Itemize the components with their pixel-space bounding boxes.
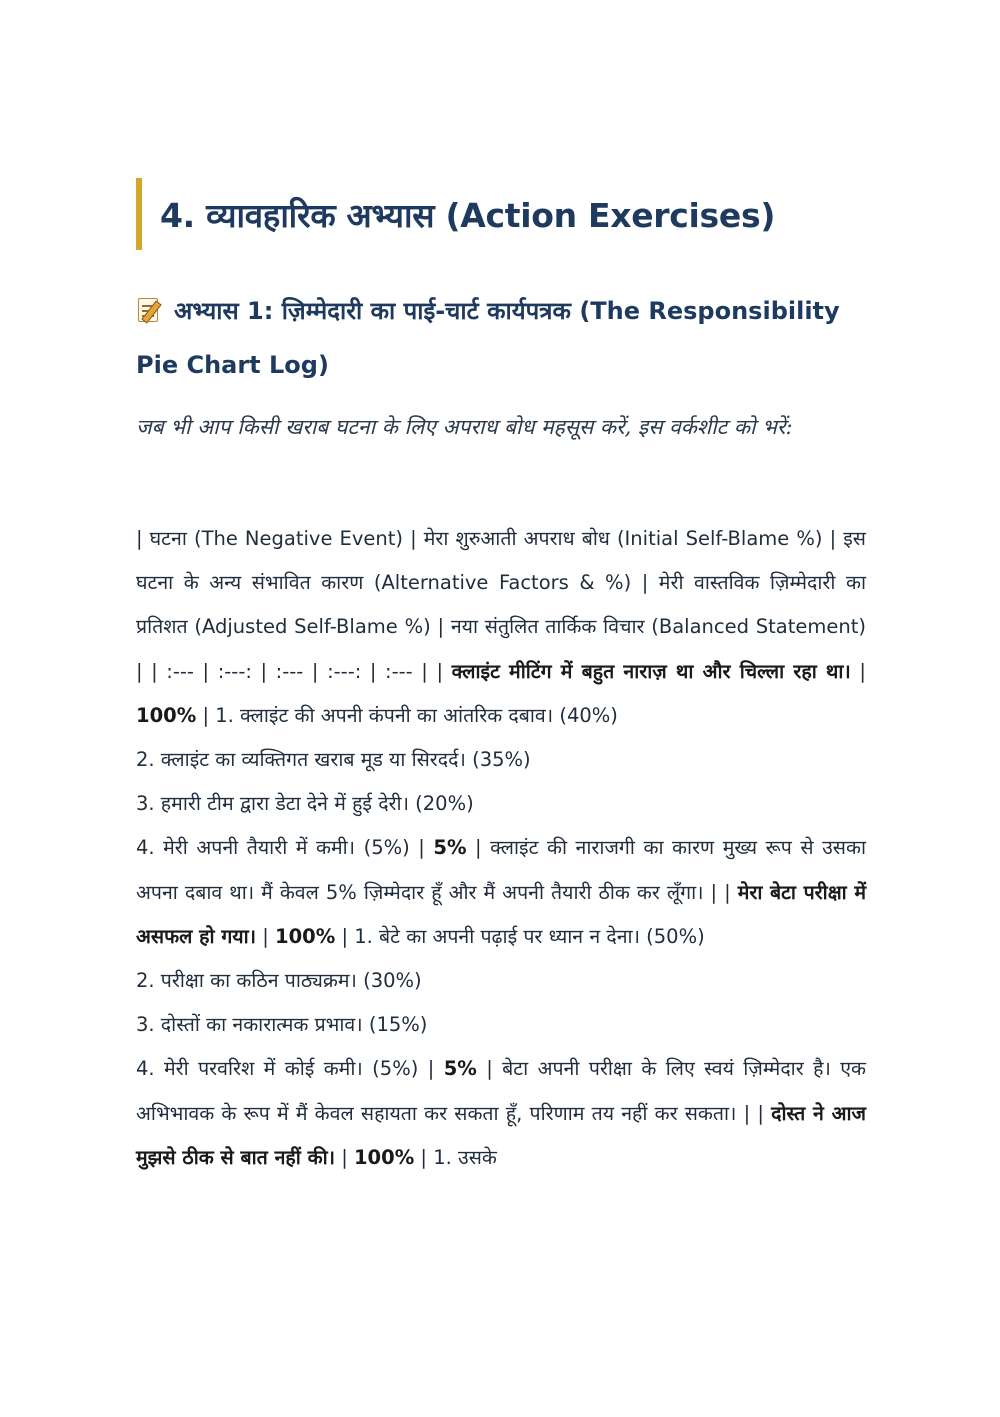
table-row-2-factor-3: 3. दोस्तों का नकारात्मक प्रभाव। (15%) (136, 1013, 428, 1037)
table-row-2-tail (136, 1047, 866, 1180)
table-row-2-factor-2: 2. परीक्षा का कठिन पाठ्यक्रम। (30%) (136, 969, 422, 993)
table-row-1-factor-1: | 1. क्लाइंट की अपनी कंपनी का आंतरिक दबाव। (40%) (196, 703, 618, 727)
worksheet-table-text (136, 517, 866, 1180)
table-row-1-event: क्लाइंट मीटिंग में बहुत नाराज़ था और चिल्ला रहा था। (451, 659, 851, 683)
table-header-text: | घटना (The Negative Event) | मेरा शुरुआती अपराध बोध (Initial Self-Blame %) | इस घटना के अन्य संभावित कारण (Alternative Factors & %) | मेरी वास्तविक ज़िम्मेदारी का प्रतिशत (Adjusted Self-Blame %) | नया संतुलित तार्किक विचार (Balanced Statement) | | :--- | :---: | :--- | :---: | :--- | | (136, 527, 866, 683)
table-row-1-initial: 100% (136, 703, 197, 727)
exercise-heading (136, 284, 866, 392)
table-row-2-initial: 100% (275, 924, 336, 948)
table-row-1-block (136, 517, 866, 738)
section-title: 4. व्यावहारिक अभ्यास (Action Exercises) (160, 195, 776, 235)
separator: | (256, 924, 276, 948)
section-heading (136, 178, 866, 250)
table-row-2-event: मेरा बेटा परीक्षा में असफल हो गया। (136, 880, 866, 948)
table-row-2-factor-1: | 1. बेटे का अपनी पढ़ाई पर ध्यान न देना। (50%) (335, 924, 705, 948)
table-row-3-factor-1: | 1. उसके (414, 1145, 497, 1169)
table-row-1-factor-4: 4. मेरी अपनी तैयारी में कमी। (5%) | (136, 836, 434, 860)
table-row-3-initial: 100% (353, 1145, 415, 1169)
table-row-2-adjusted: 5% (443, 1057, 477, 1081)
memo-icon (136, 296, 162, 324)
exercise-title: अभ्यास 1: ज़िम्मेदारी का पाई-चार्ट कार्यपत्रक (The Responsibility Pie Chart Log) (136, 297, 840, 379)
table-row-2-statement: | बेटा अपनी परीक्षा के लिए स्वयं ज़िम्मेदार है। एक अभिभावक के रूप में मैं केवल सहायता कर सकता हूँ, परिणाम तय नहीं कर सकता। | | (136, 1057, 866, 1125)
table-row-1-statement: | क्लाइंट की नाराजगी का कारण मुख्य रूप से उसका अपना दबाव था। मैं केवल 5% ज़िम्मेदार हूँ और मैं अपनी तैयारी ठीक कर लूँगा। | | (136, 836, 866, 904)
separator: | (850, 659, 866, 683)
table-row-2-factor-4: 4. मेरी परवरिश में कोई कमी। (5%) | (136, 1057, 444, 1081)
table-row-1-factor-3: 3. हमारी टीम द्वारा डेटा देने में हुई देरी। (20%) (136, 792, 474, 816)
exercise-intro: जब भी आप किसी खराब घटना के लिए अपराध बोध महसूस करें, इस वर्कशीट को भरें: (136, 415, 793, 439)
table-row-1-tail (136, 826, 866, 959)
table-row-1-adjusted: 5% (433, 836, 467, 860)
separator: | (335, 1145, 354, 1169)
table-row-3-event: दोस्त ने आज मुझसे ठीक से बात नहीं की। (136, 1101, 867, 1169)
table-row-1-factor-2: 2. क्लाइंट का व्यक्तिगत खराब मूड या सिरदर्द। (35%) (136, 748, 531, 772)
